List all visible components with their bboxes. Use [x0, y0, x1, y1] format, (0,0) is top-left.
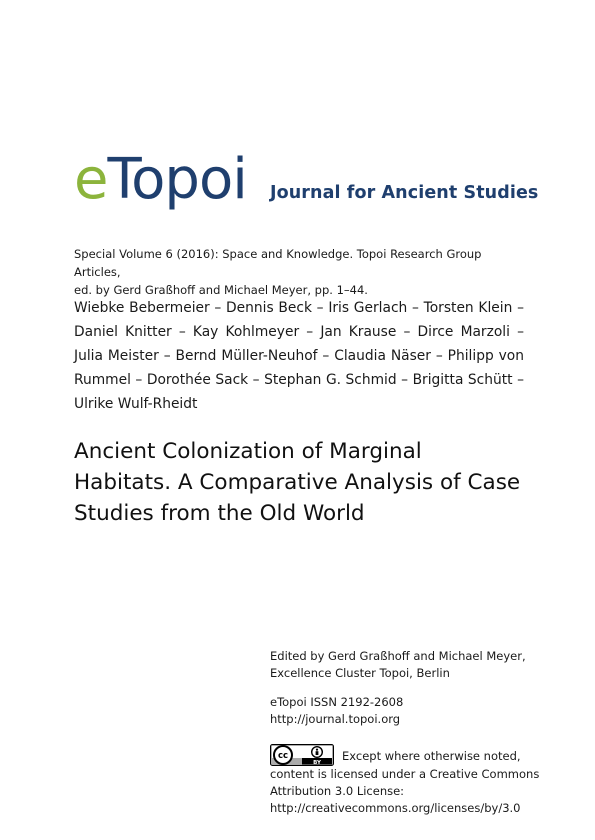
editor-affiliation: Excellence Cluster Topoi, Berlin	[270, 666, 450, 680]
special-volume-line: Special Volume 6 (2016): Space and Knowledge. Topoi Research Group Articles,	[74, 247, 482, 279]
issn-number: eTopoi ISSN 2192-2608	[270, 695, 404, 709]
license-info	[270, 742, 540, 817]
editor-info	[270, 648, 530, 682]
logo-name: Topoi	[107, 147, 247, 212]
license-line: Attribution 3.0 License:	[270, 784, 405, 798]
editor-line: Edited by Gerd Graßhoff and Michael Meyer,	[270, 649, 526, 663]
issn-info	[270, 694, 530, 728]
logo-prefix: e	[74, 147, 108, 212]
journal-url-link[interactable]: http://journal.topoi.org	[270, 712, 401, 726]
by-badge-label: BY	[313, 759, 321, 766]
license-line: Except where otherwise noted,	[342, 749, 521, 763]
author-list: Wiebke Bebermeier – Dennis Beck – Iris Gerlach – Torsten Klein – Daniel Knitter – Kay Kohlmeyer – Jan Krause – Dirce Marzoli – Julia Meister – Bernd Müller-Neuhof – Claudia Näser – Philipp von Rummel – Dorothée Sack – Stephan G. Schmid – Brigitta Schütt – Ulrike Wulf-Rheidt	[74, 300, 524, 412]
license-line: content is licensed under a Creative Commons	[270, 767, 540, 781]
special-volume-line: ed. by Gerd Graßhoff and Michael Meyer, pp. 1–44.	[74, 283, 368, 297]
cc-by-license-icon[interactable]	[270, 744, 334, 766]
special-volume-info	[74, 245, 524, 299]
journal-name: Journal for Ancient Studies	[270, 183, 539, 203]
license-url-link[interactable]: http://creativecommons.org/licenses/by/3.0	[270, 801, 521, 815]
etopoi-logo	[74, 148, 247, 212]
article-title: Ancient Colonization of Marginal Habitats. A Comparative Analysis of Case Studies from the Old World	[74, 439, 521, 526]
cc-badge-label: cc	[277, 751, 289, 761]
